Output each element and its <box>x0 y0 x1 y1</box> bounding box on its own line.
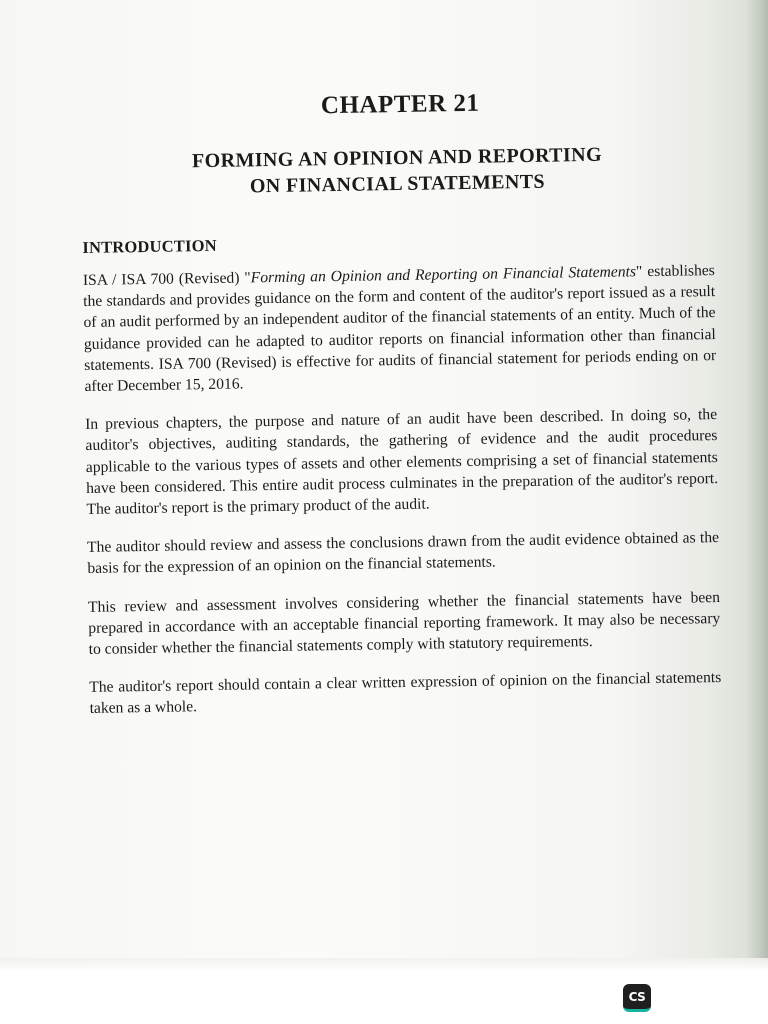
document-body <box>80 86 722 737</box>
chapter-number: CHAPTER 21 <box>320 89 480 120</box>
page-bottom-edge <box>0 958 768 972</box>
paragraph-4: This review and assessment involves considering whether the financial statements have been prepared in accordance with an acceptable financial reporting framework. It may also be necessary to consider whether the financial statements comply with statutory requirements. <box>87 588 721 658</box>
camscanner-logo-label: CS <box>628 989 646 1004</box>
paragraph-1-text-a: ISA / ISA 700 (Revised) " <box>82 269 251 289</box>
page-edge-shadow <box>746 0 768 968</box>
paragraph-2: In previous chapters, the purpose and nature of an audit have been described. In doing so, the auditor's objectives, auditing standards, the gathering of evidence and the audit procedures applicable to the various types of assets and other elements comprising a set of financial statements have been considered. This entire audit process culminates in the preparation of the auditor's report. The auditor's report is the primary product of the audit. <box>85 406 719 518</box>
paragraph-1 <box>83 260 717 397</box>
paragraph-1-text-b: " establishes the standards and provides guidance on the form and content of the auditor's report issued as a result of an audit performed by an independent auditor of the financial statements of an entity. Much of the guidance provided can he adapted to auditor reports on financial information other than financial statements. ISA 700 (Revised) is effective for audits of financial statement for periods ending on or after December 15, 2016. <box>83 262 717 395</box>
chapter-title-line-1: FORMING AN OPINION AND REPORTING <box>191 143 603 173</box>
paragraph-5: The auditor's report should contain a clear written expression of opinion on the financial statements taken as a whole. <box>89 669 722 718</box>
standard-title-italic: Forming an Opinion and Reporting on Financial Statements <box>250 263 637 287</box>
chapter-title-line-2: ON FINANCIAL STATEMENTS <box>249 170 546 198</box>
paragraph-3: The auditor should review and assess the conclusions drawn from the audit evidence obtained as the basis for the expression of an opinion on the financial statements. <box>86 529 720 578</box>
section-heading-introduction: INTRODUCTION <box>82 235 217 257</box>
chapter-title <box>81 140 714 202</box>
camscanner-logo-icon <box>623 984 651 1012</box>
